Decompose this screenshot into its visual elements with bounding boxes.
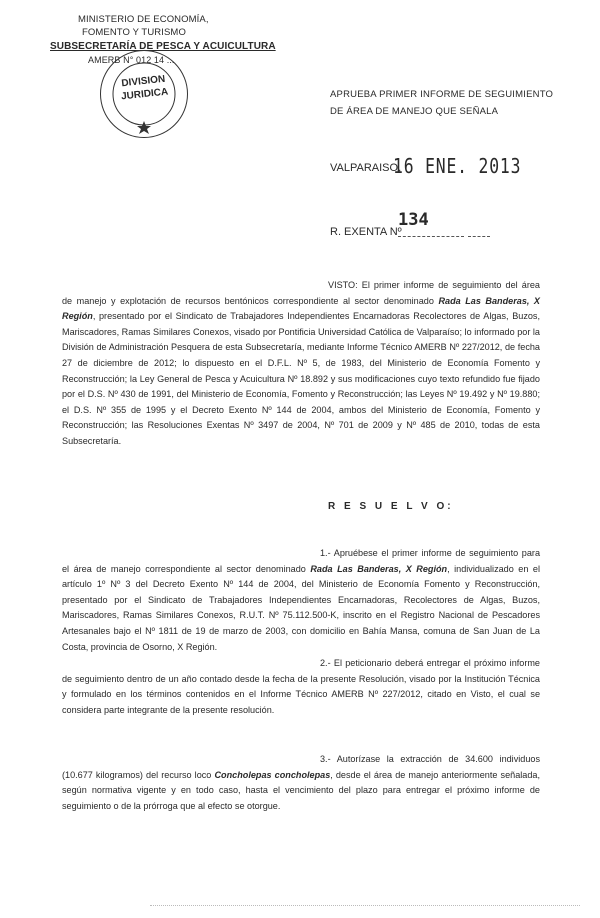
item-3-paragraph: [62, 752, 540, 814]
item-2-number: 2.-: [320, 658, 331, 668]
item-3-number: 3.-: [320, 754, 331, 764]
item-1-text-2: , individualizado en el artículo 1º Nº 3 del Decreto Exento Nº 144 de 2004, del Ministerio de Economía Fomento y Reconstrucción, presentado por el Sindicato de Trabajadores Independientes Encarnadoras, Recolectores de Algas, Buzos, Mariscadores, Ramas Similares Conexos, R.U.T. Nº 75.112.500-K, inscrito en el Registro Nacional de Pescadores Artesanales bajo el Nº 1811 de 19 de marzo de 2003, con domicilio en Bahía Mansa, comuna de San Juan de La Costa, provincia de Osorno, X Región.: [62, 563, 540, 652]
item-3-species: Concholepas concholepas: [214, 769, 331, 780]
visto-sector: Rada Las Banderas, X Región: [62, 295, 540, 322]
exenta-number: 134: [398, 210, 429, 230]
letterhead-subsecretaria: SUBSECRETARÍA DE PESCA Y ACUICULTURA: [50, 41, 276, 52]
handwritten-date: 16 ENE. 2013: [393, 154, 522, 178]
letterhead-amerb-ref: AMERB N° 012 14 ...: [88, 55, 175, 65]
visto-text-1: El primer informe de seguimiento del área de manejo y explotación de recursos bentónicos correspondiente al sector denominado: [62, 280, 540, 306]
item-1-text-1: Apruébese el primer informe de seguimiento para el área de manejo correspondiente al sector denominado: [62, 548, 540, 574]
visto-label: VISTO:: [328, 280, 358, 290]
item-3-text-1: Autorízase la extracción de 34.600 individuos (10.677 kilogramos) del recurso loco: [62, 754, 540, 780]
item-1-number: 1.-: [320, 548, 331, 558]
letterhead-ministry: MINISTERIO DE ECONOMÍA,: [78, 14, 209, 25]
seal-line-division: DIVISION: [120, 73, 166, 90]
item-1-sector: Rada Las Banderas, X Región: [310, 563, 448, 574]
visto-paragraph: [62, 278, 540, 450]
seal-line-juridica: JURIDICA: [120, 86, 169, 103]
footer-scan-line: [150, 905, 580, 906]
item-2-paragraph: [62, 656, 540, 718]
item-1-paragraph: [62, 546, 540, 655]
resuelvo-heading: R E S U E L V O:: [328, 501, 454, 512]
place-label: VALPARAISO,: [330, 162, 402, 174]
division-juridica-seal: [100, 50, 188, 138]
visto-text-2: , presentado por el Sindicato de Trabajadores Independientes Encarnadoras Recolectores de Algas, Buzos, Mariscadores, Ramas Similares Conexos, visado por Pontificia Universidad Católica de Valparaíso; lo informado por la División de Administración Pesquera de esta Subsecretaría, mediante Informe Técnico AMERB Nº 227/2012, de fecha 27 de diciembre de 2012; lo dispuesto en el D.F.L. Nº 5, de 1983, del Ministerio de Economía Fomento y Reconstrucción; la Ley General de Pesca y Acuicultura Nº 18.892 y sus modificaciones cuyo texto refundido fue fijado por el D.S. Nº 430 de 1991, del Ministerio de Economía, Fomento y Reconstrucción; las Leyes Nº 19.492 y Nº 19.880; el D.S. Nº 355 de 1995 y el Decreto Exento Nº 144 de 2004, ambos del Ministerio de Economía, Fomento y Reconstrucción; las Resoluciones Exentas Nº 3497 de 2004, Nº 701 de 2009 y Nº 485 de 2010, todas de esta Subsecretaría.: [62, 311, 540, 446]
exenta-label: R. EXENTA Nº: [330, 226, 402, 238]
item-2-text: El peticionario deberá entregar el próximo informe de seguimiento dentro de un año contado desde la fecha de la presente Resolución, visado por la Institución Técnica y formulado en los términos contenidos en el Informe Técnico AMERB Nº 227/2012, citado en Visto, el cual se considera parte integrante de la presente resolución.: [62, 658, 540, 715]
item-3-text-2: , desde el área de manejo anteriormente señalada, según normativa vigente y en todo caso, hasta el vencimiento del plazo para entregar el próximo informe de seguimiento o de la prórroga que al efecto se otorgue.: [62, 769, 540, 811]
resolution-title: APRUEBA PRIMER INFORME DE SEGUIMIENTO DE ÁREA DE MANEJO QUE SEÑALA: [330, 89, 554, 117]
exenta-underline-2: [468, 236, 490, 237]
letterhead-ministry-2: FOMENTO Y TURISMO: [82, 27, 186, 38]
exenta-underline: [398, 236, 464, 237]
